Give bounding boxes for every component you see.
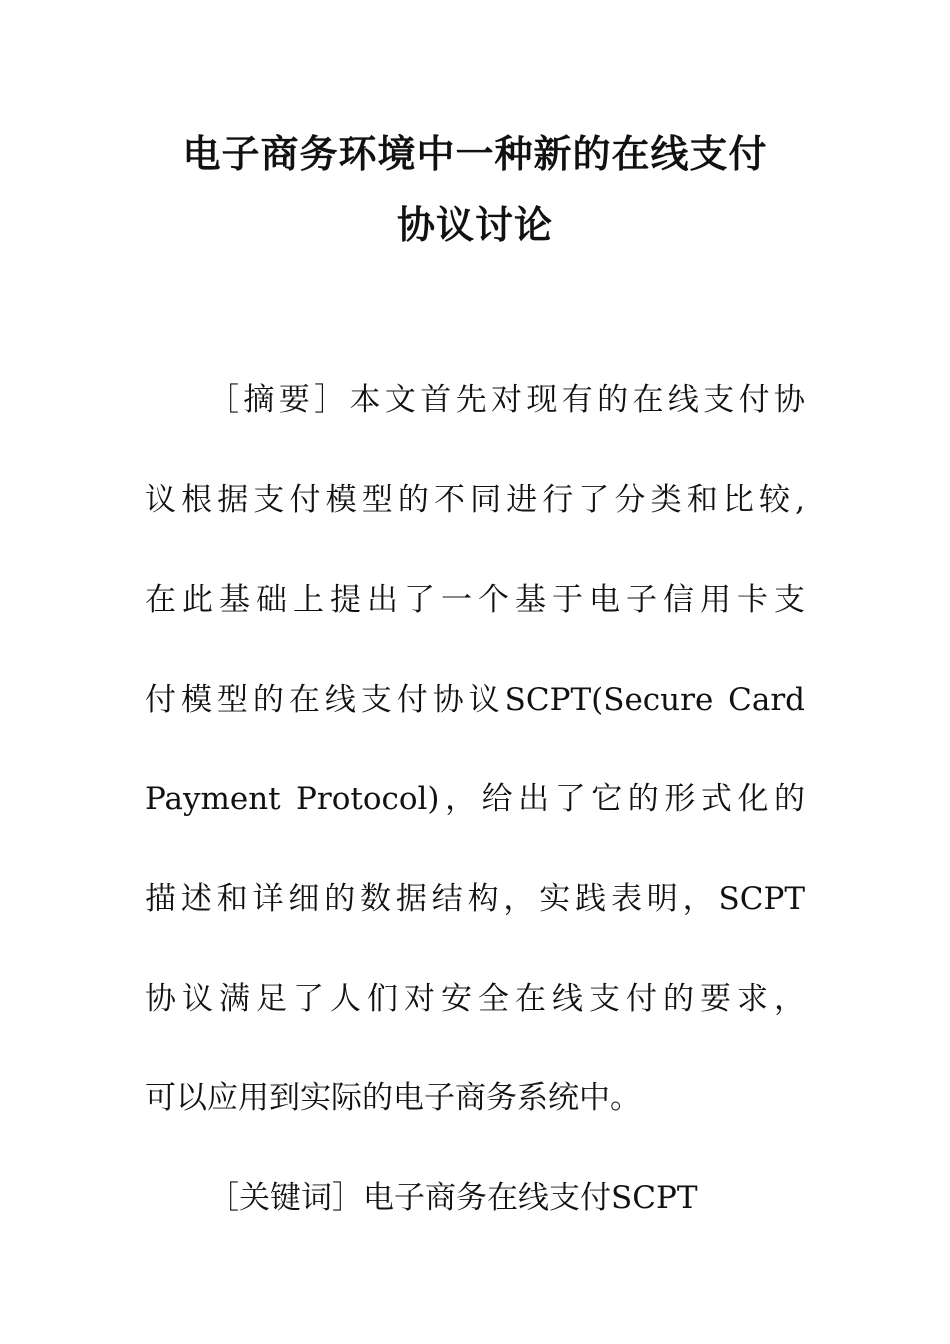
abstract-line-5: Payment Protocol)，给出了它的形式化的 (145, 781, 805, 817)
abstract-line-1: ［摘要］本文首先对现有的在线支付协 (208, 382, 805, 418)
abstract-line-4: 付模型的在线支付协议SCPT(Secure Card (145, 682, 805, 718)
document-title-line-2: 协议讨论 (396, 202, 553, 247)
keywords-line: ［关键词］电子商务在线支付SCPT (208, 1180, 698, 1216)
abstract-line-2: 议根据支付模型的不同进行了分类和比较, (145, 482, 805, 518)
document-title-line-1: 电子商务环境中一种新的在线支付 (182, 131, 768, 176)
abstract-line-3: 在此基础上提出了一个基于电子信用卡支 (145, 582, 805, 618)
abstract-line-6: 描述和详细的数据结构，实践表明，SCPT (145, 881, 805, 917)
abstract-line-8: 可以应用到实际的电子商务系统中。 (145, 1080, 641, 1116)
abstract-line-7: 协议满足了人们对安全在线支付的要求， (145, 981, 805, 1017)
